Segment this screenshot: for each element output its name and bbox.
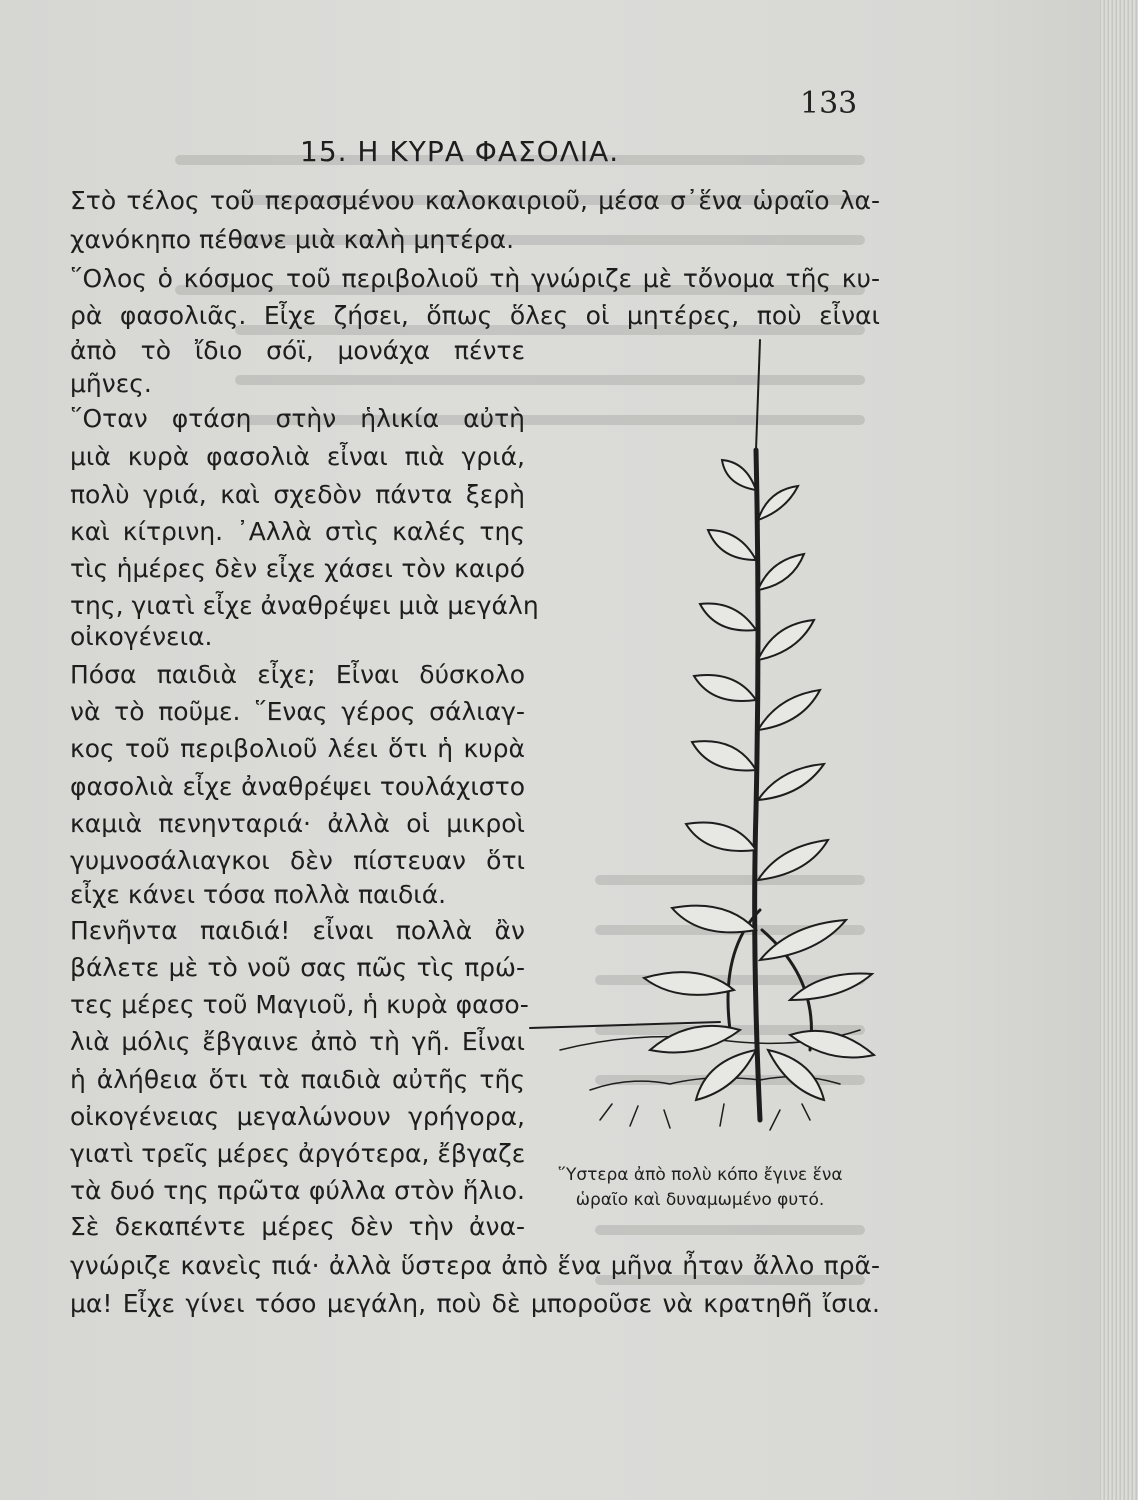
text-line: χανόκηπο πέθανε μιὰ καλὴ μητέρα. (70, 225, 515, 254)
text-line: οἰκογένειας μεγαλώνουν γρήγορα, (70, 1102, 525, 1131)
illustration-caption-line: ὡραῖο καὶ δυναμωμένο φυτό. (575, 1190, 825, 1210)
text-line: οἰκογένεια. (70, 622, 213, 651)
chapter-title: 15. Η ΚΥΡΑ ΦΑΣΟΛΙΑ. (300, 135, 620, 168)
text-line: Πόσα παιδιὰ εἶχε; Εἶναι δύσκολο (70, 660, 525, 689)
text-line: μα! Εἶχε γίνει τόσο μεγάλη, ποὺ δὲ μποροῦσε νὰ κρατηθῆ ἴσια. (70, 1289, 880, 1318)
illustration-caption-line: ῞Υστερα ἀπὸ πολὺ κόπο ἔγινε ἕνα (557, 1165, 843, 1185)
text-line: πολὺ γριά, καὶ σχεδὸν πάντα ξερὴ (70, 480, 525, 509)
text-line: φασολιὰ εἶχε ἀναθρέψει τουλάχιστο (70, 772, 525, 801)
text-line: βάλετε μὲ τὸ νοῦ σας πῶς τὶς πρώ- (70, 953, 525, 982)
text-line: μιὰ κυρὰ φασολιὰ εἶναι πιὰ γριά, (70, 442, 525, 471)
page-number: 133 (800, 86, 858, 121)
text-line: τες μέρες τοῦ Μαγιοῦ, ἡ κυρὰ φασο- (70, 990, 529, 1019)
text-line: ἀπὸ τὸ ἴδιο σόϊ, μονάχα πέντε (70, 336, 525, 365)
text-line: Πενῆντα παιδιά! εἶναι πολλὰ ἂν (70, 916, 525, 945)
text-line: ρὰ φασολιᾶς. Εἶχε ζήσει, ὅπως ὅλες οἱ μητέρες, ποὺ εἶναι (70, 301, 880, 330)
text-line: της, γιατὶ εἶχε ἀναθρέψει μιὰ μεγάλη (70, 591, 539, 620)
text-line: γυμνοσάλιαγκοι δὲν πίστευαν ὅτι (70, 846, 525, 875)
text-line: ῞Ολος ὁ κόσμος τοῦ περιβολιοῦ τὴ γνώριζε μὲ τὄνομα τῆς κυ- (70, 264, 880, 293)
text-line: γνώριζε κανεὶς πιά· ἀλλὰ ὕστερα ἀπὸ ἕνα μῆνα ἦταν ἄλλο πρᾶ- (70, 1251, 880, 1280)
text-line: γιατὶ τρεῖς μέρες ἀργότερα, ἔβγαζε (70, 1139, 526, 1168)
text-line: κος τοῦ περιβολιοῦ λέει ὅτι ἡ κυρὰ (70, 734, 525, 763)
text-line: καμιὰ πενηνταριά· ἀλλὰ οἱ μικροὶ (70, 809, 525, 838)
text-line: ἡ ἀλήθεια ὅτι τὰ παιδιὰ αὐτῆς τῆς (70, 1065, 525, 1094)
text-line: τὰ δυό της πρῶτα φύλλα στὸν ἥλιο. (70, 1176, 525, 1205)
text-line: καὶ κίτρινη. ᾽Αλλὰ στὶς καλές της (70, 517, 525, 546)
text-line: λιὰ μόλις ἔβγαινε ἀπὸ τὴ γῆ. Εἶναι (70, 1027, 525, 1056)
page-edge (1100, 0, 1138, 1500)
text-line: Στὸ τέλος τοῦ περασμένου καλοκαιριοῦ, μέσα σ᾽ἕνα ὡραῖο λα- (70, 186, 880, 215)
text-line: νὰ τὸ ποῦμε. ῞Ενας γέρος σάλιαγ- (70, 697, 525, 726)
text-line: μῆνες. (70, 369, 152, 398)
text-line: ῞Οταν φτάση στὴν ἡλικία αὐτὴ (70, 404, 525, 433)
text-line: Σὲ δεκαπέντε μέρες δὲν τὴν ἀνα- (70, 1212, 525, 1241)
text-line: τὶς ἡμέρες δὲν εἶχε χάσει τὸν καιρό (70, 554, 525, 583)
bean-plant-illustration (520, 330, 880, 1160)
text-line: εἶχε κάνει τόσα πολλὰ παιδιά. (70, 880, 447, 909)
